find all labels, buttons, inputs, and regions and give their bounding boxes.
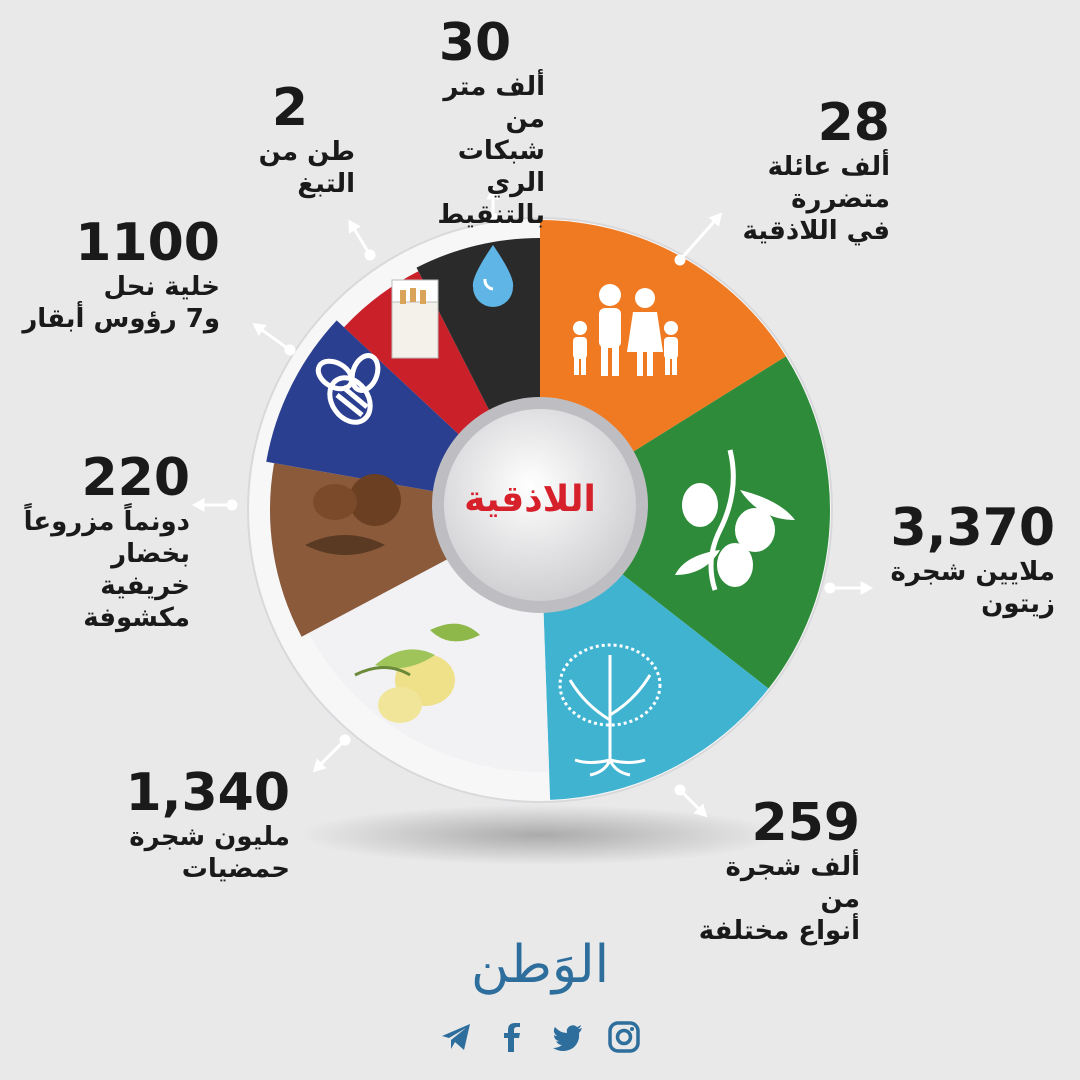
pointer-dot xyxy=(341,736,349,744)
stat-label: دونماً مزروعاً بخضار خريفية مكشوفة xyxy=(23,507,190,633)
telegram-icon[interactable] xyxy=(439,1020,473,1054)
pointer-arrowhead xyxy=(195,501,203,510)
stat-bees xyxy=(15,215,220,335)
stat-label: طن من التبغ xyxy=(258,137,355,199)
facebook-icon[interactable] xyxy=(495,1020,529,1054)
pointer-dot xyxy=(826,584,834,592)
stat-label: مليون شجرة حمضيات xyxy=(129,822,290,884)
stat-irrigation xyxy=(405,15,545,231)
stat-number: 259 xyxy=(751,793,860,853)
stat-label: ألف متر من شبكات الري بالتنقيط xyxy=(437,72,545,230)
pointer-dot xyxy=(676,256,684,264)
instagram-icon[interactable] xyxy=(607,1020,641,1054)
stat-number: 220 xyxy=(81,448,190,508)
pointer-arrowhead xyxy=(350,222,358,231)
cigarette-pack-icon xyxy=(392,280,438,358)
stat-number: 2 xyxy=(271,78,309,138)
stat-number: 1100 xyxy=(75,213,220,273)
pointer-dot xyxy=(286,346,294,354)
stat-number: 1,340 xyxy=(125,763,290,823)
alwatan-logo: الوَطن xyxy=(470,935,610,995)
stat-tobacco xyxy=(225,80,355,200)
stat-label: ألف شجرة من أنواع مختلفة xyxy=(698,852,860,946)
stat-number: 30 xyxy=(438,13,512,73)
pointer-dot xyxy=(366,251,374,259)
pointer-dot xyxy=(676,786,684,794)
stat-label: ألف عائلة متضررة في اللاذقية xyxy=(742,152,890,246)
stat-vegetables xyxy=(20,450,190,634)
pointer-dot xyxy=(228,501,236,509)
stat-olive xyxy=(860,500,1055,620)
stat-number: 3,370 xyxy=(890,498,1055,558)
social-links xyxy=(430,1020,650,1064)
twitter-icon[interactable] xyxy=(551,1020,585,1054)
stat-label: ملايين شجرة زيتون xyxy=(890,557,1055,619)
stat-families xyxy=(680,95,890,247)
stat-label: خلية نحل و7 رؤوس أبقار xyxy=(22,272,220,334)
center-title: اللاذقية xyxy=(464,479,596,520)
stat-citrus xyxy=(120,765,290,885)
stat-trees xyxy=(680,795,860,947)
stat-number: 28 xyxy=(817,93,890,153)
